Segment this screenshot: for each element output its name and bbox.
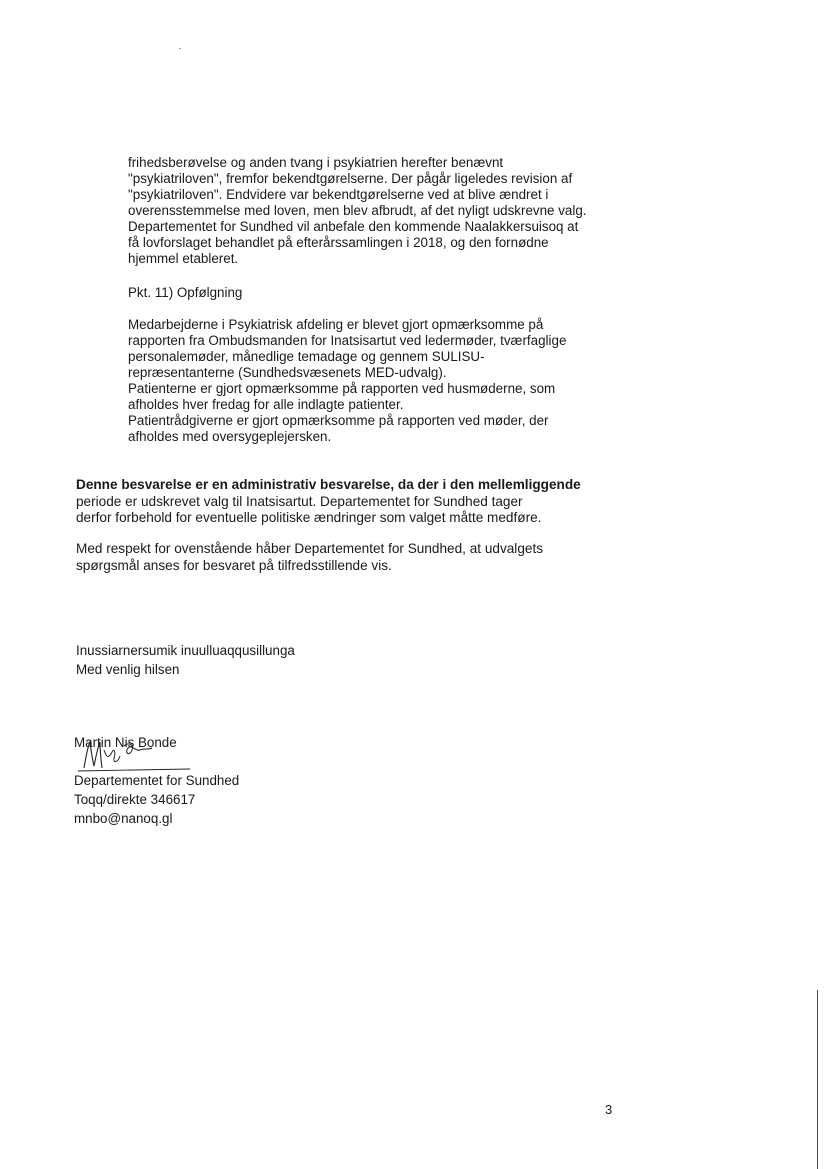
text-line: "psykiatriloven", fremfor bekendtgørelserne. Der pågår ligeledes revision af [128, 171, 573, 186]
text-line: overensstemmelse med loven, men blev afbrudt, af det nyligt udskrevne valg. [128, 203, 587, 218]
section-heading: Pkt. 11) Opfølgning [128, 285, 243, 300]
text-line: Departementet for Sundhed vil anbefale den kommende Naalakkersuisoq at [128, 219, 579, 234]
paragraph-opfoelgning [128, 317, 618, 445]
text-line: Medarbejderne i Psykiatrisk afdeling er blevet gjort opmærksomme på [128, 317, 544, 332]
signatory-phone: Toqq/direkte 346617 [74, 792, 196, 807]
scan-speck [179, 48, 181, 49]
text-line: afholdes med oversygeplejersken. [128, 429, 332, 444]
closing-danish: Med venlig hilsen [76, 662, 180, 677]
paragraph-conclusion [76, 541, 636, 574]
text-line: derfor forbehold for eventuelle politiske ændringer som valget måtte medføre. [76, 510, 542, 525]
closing-salutation [76, 641, 295, 679]
scan-edge-line [817, 990, 818, 1169]
signatory-email: mnbo@nanoq.gl [74, 811, 173, 826]
paragraph-administrative-note [76, 477, 636, 527]
text-line: hjemmel etableret. [128, 251, 239, 266]
closing-greenlandic: Inussiarnersumik inuulluaqqusillunga [76, 643, 295, 658]
text-line: periode er udskrevet valg til Inatsisartut. Departementet for Sundhed tager [76, 493, 523, 509]
text-line: Patientrådgiverne er gjort opmærksomme på rapporten ved møder, der [128, 413, 549, 428]
text-line: rapporten fra Ombudsmanden for Inatsisartut ved ledermøder, tværfaglige [128, 333, 567, 348]
text-line: spørgsmål anses for besvaret på tilfredsstillende vis. [76, 557, 392, 573]
page-number: 3 [605, 1102, 613, 1117]
signatory-department: Departementet for Sundhed [74, 773, 240, 788]
handwritten-signature [78, 738, 198, 772]
text-line: frihedsberøvelse og anden tvang i psykiatrien herefter benævnt [128, 155, 504, 170]
signatory-name: Martin Nis Bonde [74, 735, 177, 750]
text-line: "psykiatriloven". Endvidere var bekendtgørelserne ved at blive ændret i [128, 187, 549, 202]
text-line: Patienterne er gjort opmærksomme på rapporten ved husmøderne, som [128, 381, 556, 396]
text-line: repræsentanterne (Sundhedsvæsenets MED-udvalg). [128, 365, 447, 380]
text-line: Med respekt for ovenstående håber Departementet for Sundhed, at udvalgets [76, 541, 544, 556]
text-line: afholdes hver fredag for alle indlagte patienter. [128, 397, 404, 412]
bold-text-line: Denne besvarelse er en administrativ besvarelse, da der i den mellemliggende [76, 477, 581, 492]
text-line: få lovforslaget behandlet på efterårssamlingen i 2018, og den fornødne [128, 235, 549, 250]
text-line: personalemøder, månedlige temadage og gennem SULISU- [128, 349, 485, 364]
paragraph-psykiatriloven [128, 155, 618, 267]
